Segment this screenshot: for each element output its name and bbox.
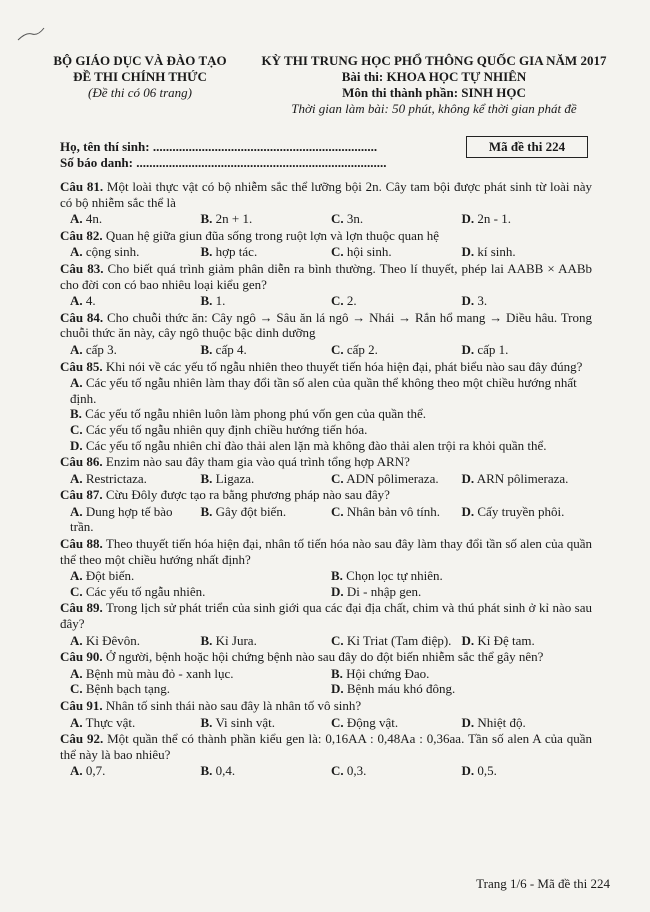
answer-options bbox=[70, 244, 592, 260]
question-number: Câu 84. bbox=[60, 309, 104, 325]
exam-code-box: Mã đề thi 224 bbox=[466, 136, 588, 158]
question-stem bbox=[60, 487, 592, 503]
question-stem bbox=[60, 649, 592, 665]
question-number: Câu 82. bbox=[60, 227, 103, 243]
question-text: Quan hệ giữa giun đũa sống trong ruột lợn và lợn thuộc quan hệ bbox=[105, 227, 439, 243]
option-text: Hội chứng Đao. bbox=[346, 665, 430, 681]
option-letter: D. bbox=[461, 714, 475, 730]
answer-option bbox=[201, 471, 332, 487]
answer-option bbox=[201, 342, 332, 358]
question-stem bbox=[60, 536, 592, 567]
option-letter: A. bbox=[70, 632, 83, 648]
answer-option bbox=[201, 211, 332, 227]
answer-option bbox=[70, 342, 201, 358]
answer-option bbox=[70, 244, 201, 260]
option-letter: B. bbox=[200, 763, 213, 779]
pages-note: (Đề thi có 06 trang) bbox=[88, 85, 192, 100]
option-text: 3n. bbox=[346, 211, 364, 227]
question-text: Một loài thực vật có bộ nhiễm sắc thể lưỡng bội 2n. Cây tam bội được phát sinh từ loài này có bộ nhiễm sắc thể là bbox=[60, 179, 592, 210]
option-text: Các yếu tố ngẫu nhiên quy định chiều hướng tiến hóa. bbox=[85, 421, 368, 437]
question-text: Enzim nào sau đây tham gia vào quá trình tổng hợp ARN? bbox=[105, 454, 410, 470]
option-letter: C. bbox=[331, 714, 344, 730]
answer-option bbox=[70, 666, 331, 682]
question-stem bbox=[60, 179, 592, 210]
answer-option bbox=[70, 568, 331, 584]
option-text: Restrictaza. bbox=[85, 470, 147, 486]
option-text: 2n + 1. bbox=[215, 211, 253, 227]
option-letter: C. bbox=[331, 293, 344, 309]
option-letter: C. bbox=[331, 632, 344, 648]
option-letter: B. bbox=[200, 714, 213, 730]
answer-option bbox=[70, 681, 331, 697]
answer-option bbox=[70, 406, 592, 422]
component-title: Môn thi thành phần: SINH HỌC bbox=[342, 85, 526, 100]
question-number: Câu 88. bbox=[60, 536, 103, 552]
answer-options bbox=[70, 211, 592, 227]
answer-option bbox=[331, 504, 462, 535]
option-letter: A. bbox=[70, 244, 83, 260]
option-text: 1. bbox=[215, 293, 226, 309]
question-text: Trong lịch sử phát triển của sinh giới qua các đại địa chất, chim và thú phát sinh ở kỉ nào sau đây? bbox=[60, 600, 592, 632]
option-letter: D. bbox=[461, 244, 475, 260]
answer-options bbox=[70, 293, 592, 309]
option-letter: D. bbox=[461, 293, 475, 309]
question-stem bbox=[60, 228, 592, 244]
option-text: cấp 1. bbox=[477, 341, 509, 357]
answer-option bbox=[331, 471, 462, 487]
option-text: Đột biến. bbox=[85, 568, 135, 584]
answer-option bbox=[462, 633, 593, 649]
option-text: Các yếu tố ngẫu nhiên luôn làm phong phú vốn gen của quần thể. bbox=[85, 406, 426, 422]
option-text: Các yếu tố ngẫu nhiên làm thay đổi tần số alen của quần thể không theo một chiều hướng nhất định. bbox=[70, 375, 577, 406]
question-number: Câu 89. bbox=[60, 600, 103, 616]
answer-option bbox=[70, 504, 201, 535]
option-text: ARN pôlimeraza. bbox=[476, 470, 569, 486]
option-letter: A. bbox=[70, 503, 83, 519]
option-letter: C. bbox=[70, 681, 83, 697]
option-text: Các yếu tố ngẫu nhiên. bbox=[85, 583, 206, 599]
answer-options bbox=[70, 504, 592, 535]
option-letter: B. bbox=[331, 568, 343, 584]
question-list bbox=[60, 179, 592, 780]
option-text: Dung hợp tế bào trần. bbox=[70, 503, 173, 535]
option-letter: D. bbox=[461, 632, 475, 648]
option-letter: A. bbox=[70, 714, 83, 730]
option-text: Bệnh máu khó đông. bbox=[346, 681, 456, 697]
option-text: 3. bbox=[477, 293, 488, 309]
option-letter: C. bbox=[70, 583, 83, 599]
question-number: Câu 83. bbox=[60, 260, 104, 276]
question-number: Câu 86. bbox=[60, 454, 103, 470]
option-text: Vi sinh vật. bbox=[215, 714, 275, 730]
answer-option bbox=[331, 715, 462, 731]
candidate-info bbox=[60, 139, 386, 171]
option-text: Di - nhập gen. bbox=[346, 583, 422, 599]
official-exam-label: ĐỀ THI CHÍNH THỨC bbox=[73, 69, 207, 84]
question-stem bbox=[60, 359, 592, 375]
option-letter: B. bbox=[200, 341, 213, 357]
option-letter: A. bbox=[70, 568, 83, 584]
option-letter: D. bbox=[461, 763, 475, 779]
answer-option bbox=[201, 244, 332, 260]
question-text: Ở người, bệnh hoặc hội chứng bệnh nào sau đây do đột biến nhiễm sắc thể gây nên? bbox=[105, 649, 544, 665]
header-left bbox=[40, 53, 240, 101]
subject-title: Bài thi: KHOA HỌC TỰ NHIÊN bbox=[341, 69, 527, 84]
option-letter: D. bbox=[461, 503, 475, 519]
answer-options bbox=[70, 568, 592, 599]
option-letter: B. bbox=[200, 244, 213, 260]
question-stem bbox=[60, 454, 592, 470]
answer-option bbox=[70, 422, 592, 438]
answer-option bbox=[462, 715, 593, 731]
time-note: Thời gian làm bài: 50 phút, không kể thời gian phát đề bbox=[291, 101, 577, 116]
answer-option bbox=[70, 375, 592, 406]
option-text: Chọn lọc tự nhiên. bbox=[346, 568, 443, 584]
answer-option bbox=[331, 666, 592, 682]
option-letter: C. bbox=[331, 341, 344, 357]
option-text: Nhiệt độ. bbox=[477, 714, 526, 730]
answer-option bbox=[331, 763, 462, 779]
option-text: cộng sinh. bbox=[85, 244, 140, 260]
answer-option bbox=[462, 293, 593, 309]
option-text: Gây đột biến. bbox=[215, 503, 287, 519]
option-letter: B. bbox=[70, 406, 82, 422]
answer-options bbox=[70, 633, 592, 649]
answer-option bbox=[462, 504, 593, 535]
answer-option bbox=[70, 438, 592, 454]
question-text: Nhân tố sinh thái nào sau đây là nhân tố vô sinh? bbox=[105, 698, 362, 713]
answer-options bbox=[70, 471, 592, 487]
option-text: 4n. bbox=[85, 211, 103, 227]
answer-options bbox=[70, 763, 592, 779]
option-letter: A. bbox=[70, 375, 83, 391]
question-text: Cho chuỗi thức ăn: Cây ngô → Sâu ăn lá ngô → Nhái → Rắn hổ mang → Diều hâu. Trong chuỗi thức ăn này, cây ngô thuộc bậc dinh dưỡng bbox=[60, 309, 593, 341]
option-letter: D. bbox=[461, 470, 475, 486]
answer-option bbox=[70, 211, 201, 227]
option-text: kí sinh. bbox=[477, 244, 516, 260]
answer-option bbox=[70, 763, 201, 779]
answer-option bbox=[331, 293, 462, 309]
option-letter: C. bbox=[331, 763, 344, 779]
option-text: 0,7. bbox=[85, 763, 106, 779]
option-text: Kỉ Jura. bbox=[215, 632, 257, 648]
option-letter: A. bbox=[70, 470, 83, 486]
option-text: Cấy truyền phôi. bbox=[477, 503, 565, 519]
answer-options bbox=[70, 375, 592, 453]
question-stem bbox=[60, 600, 592, 631]
answer-option bbox=[331, 342, 462, 358]
option-text: Thực vật. bbox=[85, 714, 136, 730]
option-text: Kỉ Triat (Tam điệp). bbox=[346, 632, 452, 648]
option-text: hội sinh. bbox=[346, 244, 392, 260]
answer-options bbox=[70, 666, 592, 697]
option-letter: B. bbox=[200, 632, 213, 648]
question-text: Một quần thể có thành phần kiểu gen là: 0,16AA : 0,48Aa : 0,36aa. Tần số alen A của quần thể này là bao nhiêu? bbox=[60, 731, 593, 762]
option-letter: D. bbox=[70, 437, 83, 453]
option-text: 0,4. bbox=[215, 763, 236, 779]
option-letter: A. bbox=[70, 293, 83, 309]
question-number: Câu 91. bbox=[60, 698, 103, 713]
question-stem bbox=[60, 261, 592, 292]
question-stem bbox=[60, 731, 592, 762]
option-text: Bệnh mù màu đỏ - xanh lục. bbox=[85, 665, 234, 681]
option-letter: C. bbox=[331, 470, 344, 486]
answer-options bbox=[70, 342, 592, 358]
option-letter: C. bbox=[331, 211, 344, 227]
answer-option bbox=[70, 633, 201, 649]
option-text: Kỉ Đệ tam. bbox=[477, 632, 535, 648]
option-letter: A. bbox=[70, 665, 83, 681]
option-text: cấp 4. bbox=[215, 341, 247, 357]
answer-option bbox=[462, 211, 593, 227]
answer-option bbox=[201, 715, 332, 731]
question-stem bbox=[60, 310, 592, 341]
answer-option bbox=[462, 342, 593, 358]
answer-option bbox=[331, 584, 592, 600]
option-letter: D. bbox=[461, 341, 475, 357]
option-text: Động vật. bbox=[346, 714, 399, 730]
answer-option bbox=[70, 293, 201, 309]
option-letter: C. bbox=[331, 503, 344, 519]
question-number: Câu 87. bbox=[60, 487, 103, 503]
ministry-name: BỘ GIÁO DỤC VÀ ĐÀO TẠO bbox=[53, 53, 227, 68]
question-text: Cho biết quá trình giảm phân diễn ra bình thường. Theo lí thuyết, phép lai AABB × AABb cho đời con có bao nhiêu loại kiểu gen? bbox=[60, 260, 593, 292]
answer-option bbox=[201, 633, 332, 649]
answer-options bbox=[70, 715, 592, 731]
answer-option bbox=[70, 471, 201, 487]
option-text: 2. bbox=[346, 293, 357, 309]
option-text: 2n - 1. bbox=[477, 211, 511, 227]
option-letter: D. bbox=[331, 681, 344, 697]
option-letter: B. bbox=[331, 665, 343, 681]
candidate-name-line: Họ, tên thí sinh: ..................................................................... bbox=[60, 139, 378, 154]
candidate-id-line: Số báo danh: ............................................................................. bbox=[60, 155, 387, 170]
question-number: Câu 92. bbox=[60, 731, 104, 747]
option-letter: A. bbox=[70, 211, 83, 227]
question-number: Câu 81. bbox=[60, 179, 104, 194]
answer-option bbox=[70, 584, 331, 600]
option-letter: B. bbox=[200, 503, 213, 519]
answer-option bbox=[331, 244, 462, 260]
option-text: Kỉ Đêvôn. bbox=[85, 632, 141, 648]
question-text: Theo thuyết tiến hóa hiện đại, nhân tố tiến hóa nào sau đây làm thay đổi tần số alen của quần thể theo một chiều hướng nhất định? bbox=[60, 536, 593, 567]
header-right bbox=[244, 53, 624, 117]
exam-title: KỲ THI TRUNG HỌC PHỔ THÔNG QUỐC GIA NĂM 2017 bbox=[261, 53, 607, 68]
answer-option bbox=[462, 244, 593, 260]
answer-option bbox=[331, 633, 462, 649]
answer-option bbox=[201, 763, 332, 779]
question-stem bbox=[60, 698, 592, 714]
answer-option bbox=[462, 763, 593, 779]
option-letter: C. bbox=[331, 244, 344, 260]
answer-option bbox=[331, 568, 592, 584]
answer-option bbox=[70, 715, 201, 731]
answer-option bbox=[331, 211, 462, 227]
option-text: cấp 2. bbox=[346, 341, 378, 357]
option-text: Bệnh bạch tạng. bbox=[85, 681, 171, 697]
option-text: Nhân bản vô tính. bbox=[346, 503, 441, 519]
answer-option bbox=[201, 504, 332, 535]
option-letter: D. bbox=[461, 211, 475, 227]
answer-option bbox=[201, 293, 332, 309]
option-letter: B. bbox=[200, 293, 213, 309]
option-text: 0,5. bbox=[477, 763, 497, 779]
option-letter: B. bbox=[200, 211, 213, 227]
option-text: 4. bbox=[85, 293, 96, 309]
option-letter: C. bbox=[70, 421, 83, 437]
option-letter: D. bbox=[331, 583, 344, 599]
option-text: hợp tác. bbox=[215, 244, 258, 260]
option-text: 0,3. bbox=[346, 763, 367, 779]
answer-option bbox=[462, 471, 593, 487]
question-text: Cừu Đôly được tạo ra bằng phương pháp nào sau đây? bbox=[105, 487, 390, 503]
option-letter: A. bbox=[70, 763, 83, 779]
page-footer: Trang 1/6 - Mã đề thi 224 bbox=[476, 876, 610, 891]
pen-mark bbox=[16, 26, 46, 44]
option-letter: B. bbox=[200, 470, 213, 486]
question-text: Khi nói về các yếu tố ngẫu nhiên theo thuyết tiến hóa hiện đại, phát biểu nào sau đây đúng? bbox=[105, 358, 583, 374]
question-number: Câu 85. bbox=[60, 358, 103, 374]
option-text: Các yếu tố ngẫu nhiên chỉ đào thải alen lặn mà không đào thải alen trội ra khỏi quần thể. bbox=[85, 437, 547, 453]
option-letter: A. bbox=[70, 341, 83, 357]
answer-option bbox=[331, 681, 592, 697]
option-text: Ligaza. bbox=[215, 470, 255, 486]
option-text: cấp 3. bbox=[85, 341, 117, 357]
question-number: Câu 90. bbox=[60, 649, 103, 665]
option-text: ADN pôlimeraza. bbox=[346, 470, 439, 486]
